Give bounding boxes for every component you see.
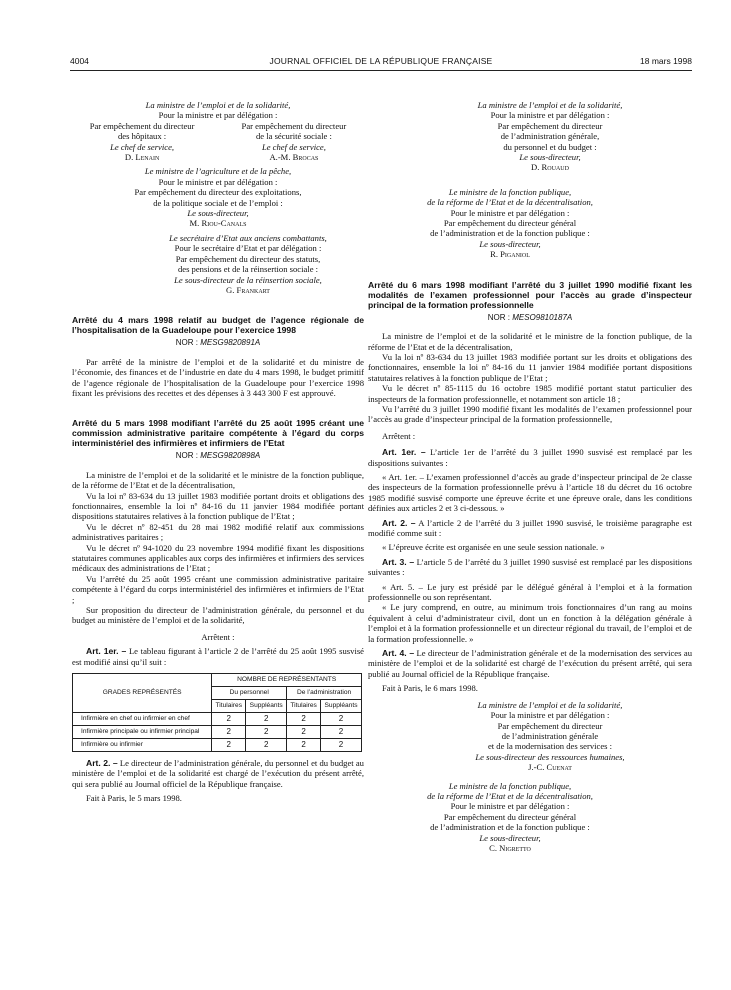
signature-line: de la politique sociale et de l’emploi : xyxy=(153,197,283,208)
signature-role: Le sous-directeur, xyxy=(187,208,249,219)
signatory-name: R. Piganiol xyxy=(490,249,530,260)
fait-a-paris: Fait à Paris, le 6 mars 1998. xyxy=(382,683,478,694)
nor-reference: NOR : MESG9820898A xyxy=(175,451,261,461)
signature-line: Par empêchement du directeur xyxy=(497,720,603,731)
table-cell: 2 xyxy=(212,726,246,739)
signature-title: La ministre de l’emploi et de la solidarité, xyxy=(477,699,623,710)
signature-line: Par empêchement du directeur des statuts, xyxy=(175,253,321,264)
table-header-administration: De l’administration xyxy=(287,687,362,700)
header-rule xyxy=(70,70,692,71)
signature-title: Le secrétaire d’Etat aux anciens combattants, xyxy=(169,232,327,243)
quoted-article: « Art. 1er. – L’examen professionnel d’accès au grade d’inspecteur principal de 2e classe des inspecteurs de la formation professionnelle prévu à l’article 18 du décret du 16 octobre 1985 modifié susvisé comporte une épreuve écrite et une épreuve orale, dans les conditions définies aux articles 2 et 3 ci-dessous. » xyxy=(368,471,692,514)
signature-line: de l’administration générale, xyxy=(500,131,600,142)
paragraph: Vu le décret nº 85-1115 du 16 octobre 1985 modifié portant statut particulier des inspecteurs de la formation professionnelle, et notamment son article 18 ; xyxy=(368,383,692,404)
table-header-suppleants: Suppléants xyxy=(321,700,362,713)
article-1: Art. 1er. – L’article 1er de l’arrêté du 3 juillet 1990 susvisé est remplacé par les dispositions suivantes : xyxy=(368,447,693,468)
decree-title: Arrêté du 6 mars 1998 modifiant l’arrêté du 3 juillet 1990 modifié fixant les modalités de l’examen professionnel pour l’accès au grade d’inspecteur principal de la formation professionnelle xyxy=(368,279,692,310)
arretent-heading: Arrêtent : xyxy=(382,430,416,441)
signature-line: des hôpitaux : xyxy=(117,131,167,142)
table-cell: 2 xyxy=(246,713,287,726)
signature-line: Pour le ministre et par délégation : xyxy=(450,207,570,218)
signature-line: Par empêchement du directeur xyxy=(497,120,603,131)
table-row xyxy=(73,739,362,752)
signature-line: Pour la ministre et par délégation : xyxy=(490,110,610,121)
table-header-nombre: NOMBRE DE REPRÉSENTANTS xyxy=(212,674,362,687)
signatory-name: G. Frankart xyxy=(226,284,270,295)
table-header-titulaires: Titulaires xyxy=(212,700,246,713)
signature-title: de la réforme de l’Etat et de la décentralisation, xyxy=(427,197,593,208)
paragraph: Sur proposition du directeur de l’administration générale, du personnel et du budget au ministère de l’emploi et de la solidarité, xyxy=(72,605,364,626)
signature-role: Le chef de service, xyxy=(261,141,326,152)
signature-title: Le ministre de la fonction publique, xyxy=(448,186,572,197)
signatory-name: C. Nigretto xyxy=(489,842,531,853)
signature-block xyxy=(368,187,692,260)
signature-block xyxy=(72,166,364,228)
signature-line: et de la modernisation des services : xyxy=(487,741,613,752)
arretent-heading: Arrêtent : xyxy=(201,631,235,642)
nor-reference: NOR : MESO9810187A xyxy=(487,312,573,322)
journal-title: JOURNAL OFFICIEL DE LA RÉPUBLIQUE FRANÇAISE xyxy=(269,56,493,66)
signature-line: des pensions et de la réinsertion sociale : xyxy=(177,264,319,275)
dual-signature xyxy=(72,121,364,163)
article-2: Art. 2. – Le directeur de l’administration générale, du personnel et du budget au ministère de l’emploi et de la solidarité est chargé de l’exécution du présent arrêté, qui sera publié au Journal officiel de la République française. xyxy=(72,758,364,789)
paragraph: Vu la loi nº 83-634 du 13 juillet 1983 modifiée portant droits et obligations des fonctionnaires, ensemble la loi nº 84-16 du 11 janvier 1984 modifiée portant dispositions statutaires relatives à la fonction publique de l’Etat ; xyxy=(72,490,364,522)
signature-line: de la sécurité sociale : xyxy=(255,131,332,142)
signature-line: Par empêchement du directeur général xyxy=(443,811,577,822)
article-3: Art. 3. – L’article 5 de l’arrêté du 3 juillet 1990 susvisé est remplacé par les dispositions suivantes : xyxy=(368,556,692,578)
signature-role: Le chef de service, xyxy=(110,141,175,152)
signatory-name: J.-C. Cuenat xyxy=(528,762,572,773)
table-header-titulaires: Titulaires xyxy=(287,700,321,713)
signature-title: La ministre de l’emploi et de la solidarité, xyxy=(145,100,291,110)
issue-date: 18 mars 1998 xyxy=(640,56,692,66)
signature-title: Le ministre de la fonction publique, xyxy=(448,780,572,791)
paragraph: La ministre de l’emploi et de la solidarité et le ministre de la fonction publique, de la réforme de l’Etat et de la décentralisation, xyxy=(368,331,692,352)
paragraph: Vu le décret nº 82-451 du 28 mai 1982 modifié relatif aux commissions administratives paritaires ; xyxy=(72,521,364,543)
signature-role: Le sous-directeur, xyxy=(479,832,541,843)
table-cell: 2 xyxy=(321,739,362,752)
article-2: Art. 2. – A l’article 2 de l’arrêté du 3 juillet 1990 susvisé, le troisième paragraphe est modifié comme suit : xyxy=(368,517,692,538)
table-cell: 2 xyxy=(287,726,321,739)
signature-title: de la réforme de l’Etat et de la décentralisation, xyxy=(427,790,593,801)
page-number: 4004 xyxy=(70,56,89,66)
decree-title: Arrêté du 4 mars 1998 relatif au budget de l’agence régionale de l’hospitalisation de la Guadeloupe pour l’exercice 1998 xyxy=(72,315,364,336)
right-column xyxy=(368,100,692,853)
table-cell-grade: Infirmière principale ou infirmier principal xyxy=(73,726,212,739)
signature-line: Pour la ministre et par délégation : xyxy=(490,710,610,721)
signature-role: Le sous-directeur des ressources humaines, xyxy=(475,751,625,762)
signature-role: Le sous-directeur de la réinsertion sociale, xyxy=(174,274,322,285)
table-cell: 2 xyxy=(212,713,246,726)
signature-block xyxy=(368,100,692,173)
decree-title: Arrêté du 5 mars 1998 modifiant l’arrêté du 25 août 1995 créant une commission administrative paritaire compétente à l’égard du corps interministériel des infirmières et infirmiers de l’Etat xyxy=(72,418,364,449)
signature-block xyxy=(368,781,692,854)
signature-line: Pour le ministre et par délégation : xyxy=(158,176,278,187)
signature-line: Pour le secrétaire d’Etat et par délégation : xyxy=(174,243,322,254)
signature-line: de l’administration générale xyxy=(501,730,599,741)
table-header-grades: GRADES REPRÉSENTÉS xyxy=(73,674,212,713)
paragraph: La ministre de l’emploi et de la solidarité et le ministre de la fonction publique, de la réforme de l’Etat et de la décentralisation, xyxy=(72,469,364,491)
signature-title: La ministre de l’emploi et de la solidarité, xyxy=(477,100,623,110)
table-header-personnel: Du personnel xyxy=(212,687,287,700)
representatives-table xyxy=(72,673,362,752)
signature-line: Par empêchement du directeur des exploitations, xyxy=(134,187,302,198)
paragraph: Vu le décret nº 94-1020 du 23 novembre 1994 modifié fixant les dispositions statutaires communes applicables aux corps des infirmières et infirmiers des services médicaux des administrations de l’Etat ; xyxy=(72,542,364,574)
signature-line: Par empêchement du directeur général xyxy=(443,218,577,229)
signatory-name: M. Riou-Canals xyxy=(189,218,247,229)
table-cell: 2 xyxy=(287,739,321,752)
quoted-article: « L’épreuve écrite est organisée en une seule session nationale. » xyxy=(382,542,605,553)
paragraph: Vu la loi nº 83-634 du 13 juillet 1983 modifiée portant sur les droits et obligations des fonctionnaires, ensemble la loi nº 84-16 du 11 janvier 1984 modifiée portant dispositions statutaires relatives à la fonction publique de l’Etat ; xyxy=(368,351,692,383)
table-row xyxy=(73,713,362,726)
table-row xyxy=(73,726,362,739)
signature-block xyxy=(72,233,364,295)
nor-reference: NOR : MESG9820891A xyxy=(175,338,261,348)
table-cell-grade: Infirmière en chef ou infirmier en chef xyxy=(73,713,212,726)
signature-block xyxy=(368,700,692,773)
left-column xyxy=(72,100,364,804)
table-cell: 2 xyxy=(246,739,287,752)
table-cell: 2 xyxy=(246,726,287,739)
signature-line: Pour le ministre et par délégation : xyxy=(450,801,570,812)
paragraph: Vu l’arrêté du 25 août 1995 créant une commission administrative paritaire compétente à l’égard du corps interministériel des infirmières et infirmiers de l’Etat ; xyxy=(72,573,364,605)
table-cell: 2 xyxy=(212,739,246,752)
table-header-suppleants: Suppléants xyxy=(246,700,287,713)
signature-line: du personnel et du budget : xyxy=(503,141,597,152)
paragraph: Vu l’arrêté du 3 juillet 1990 modifié fixant les modalités de l’examen professionnel pour l’accès au grade d’inspecteur principal de la formation professionnelle, xyxy=(368,403,692,425)
fait-a-paris: Fait à Paris, le 5 mars 1998. xyxy=(86,793,182,804)
table-cell: 2 xyxy=(321,713,362,726)
table-cell: 2 xyxy=(321,726,362,739)
quoted-article: « Le jury comprend, en outre, au minimum trois fonctionnaires d’un rang au moins équivalent à celui d’administrateur civil, dont un en fonction à la délégation générale à l’emploi et à la formation professionnelle et un directeur régional du travail, de l’emploi et de la formation professionnelle. » xyxy=(368,602,692,644)
signature-line: Pour la ministre et par délégation : xyxy=(158,110,278,121)
paragraph: Par arrêté de la ministre de l’emploi et de la solidarité et du ministre de l’économie, des finances et de l’industrie en date du 4 mars 1998, le budget primitif de l’agence régionale de l’hospitalisation de la Guadeloupe pour l’exercice 1998 fixant les prévisions des recettes et des dépenses à 3 443 300 F est approuvé. xyxy=(72,356,364,398)
article-4: Art. 4. – Le directeur de l’administration générale et de la modernisation des services au ministère de l’emploi et de la solidarité est chargé de l’exécution du présent arrêté, qui sera publié au Journal officiel de la République française. xyxy=(368,648,692,679)
signatory-name: D. Rouaud xyxy=(531,162,569,173)
signature-line: Par empêchement du directeur xyxy=(241,120,347,131)
signature-line: de l’administration et de la fonction publique : xyxy=(430,822,590,833)
signatory-name: D. Lenain xyxy=(124,152,160,163)
signature-line: Par empêchement du directeur xyxy=(89,120,195,131)
table-cell: 2 xyxy=(287,713,321,726)
table-cell-grade: Infirmière ou infirmier xyxy=(73,739,212,752)
signature-line: de l’administration et de la fonction publique : xyxy=(430,228,590,239)
signature-role: Le sous-directeur, xyxy=(479,238,541,249)
signature-title: Le ministre de l’agriculture et de la pêche, xyxy=(144,166,292,177)
quoted-article: « Art. 5. – Le jury est présidé par le délégué général à l’emploi et à la formation professionnelle ou son représentant. xyxy=(368,581,692,603)
signatory-name: A.-M. Brocas xyxy=(269,152,319,163)
signature-role: Le sous-directeur, xyxy=(519,152,581,163)
article-1: Art. 1er. – Le tableau figurant à l’article 2 de l’arrêté du 25 août 1995 susvisé est modifié ainsi qu’il suit : xyxy=(72,646,364,667)
